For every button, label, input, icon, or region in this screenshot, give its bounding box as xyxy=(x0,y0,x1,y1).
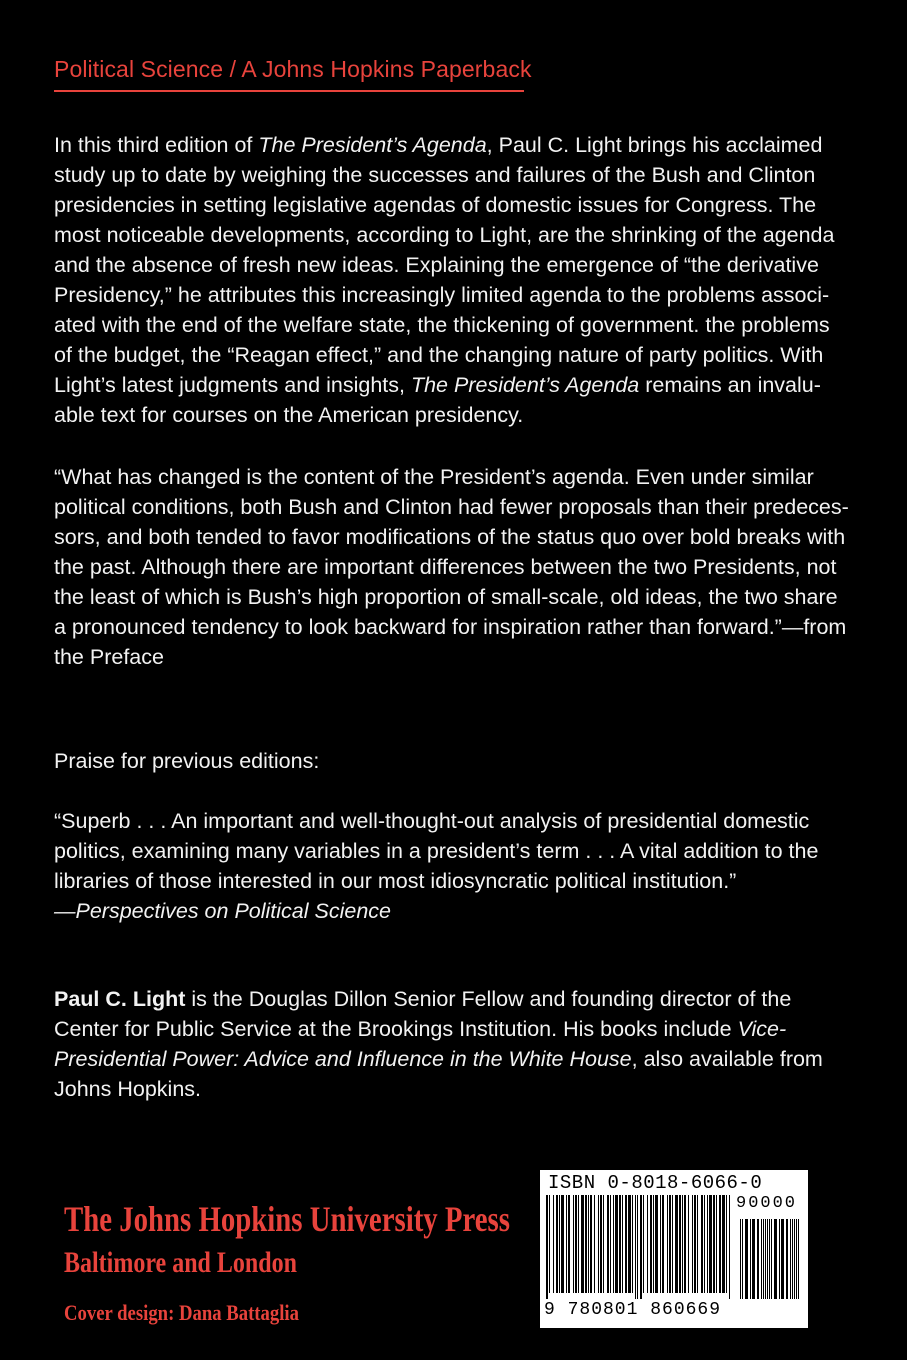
series-label: Political Science / A Johns Hopkins Paperback xyxy=(54,56,532,82)
quote-line: a pronounced tendency to look backward for inspiration rather than forward.”—from xyxy=(54,615,847,639)
quote-line: the Preface xyxy=(54,645,164,669)
price-addon: 90000 xyxy=(736,1194,798,1213)
series-underline xyxy=(54,90,524,92)
description-line: study up to date by weighing the successes and failures of the Bush and Clinton xyxy=(54,163,816,187)
bio-line: Johns Hopkins. xyxy=(54,1077,201,1101)
description-line: In this third edition of The President’s Agenda, Paul C. Light brings his acclaimed xyxy=(54,133,823,157)
isbn-barcode xyxy=(540,1170,808,1328)
praise-line: politics, examining many variables in a president’s term . . . A vital addition to the xyxy=(54,839,819,863)
praise-line: “Superb . . . An important and well-thought-out analysis of presidential domestic xyxy=(54,809,810,833)
description-line: most noticeable developments, according to Light, are the shrinking of the agenda xyxy=(54,223,835,247)
book-title: The President’s Agenda xyxy=(410,373,640,397)
ean-number: 9 780801 860669 xyxy=(544,1300,722,1320)
praise-heading: Praise for previous editions: xyxy=(54,749,320,773)
publisher-cities: Baltimore and London xyxy=(64,1246,297,1279)
book-title: The President’s Agenda xyxy=(258,133,487,157)
description-line: of the budget, the “Reagan effect,” and the changing nature of party politics. With xyxy=(54,343,824,367)
description-line: ated with the end of the welfare state, the thickening of government. the problems xyxy=(54,313,830,337)
description-line: able text for courses on the American presidency. xyxy=(54,403,524,427)
other-book-title: Presidential Power: Advice and Influence in the White House xyxy=(54,1047,632,1071)
quote-line: the least of which is Bush’s high proportion of small-scale, old ideas, the two share xyxy=(54,585,838,609)
praise-source: —Perspectives on Political Science xyxy=(54,899,391,923)
author-name: Paul C. Light xyxy=(54,987,186,1011)
bio-line: Presidential Power: Advice and Influence in the White House, also available from xyxy=(54,1047,823,1071)
description-paragraph xyxy=(54,130,854,430)
quote-line: sors, and both tended to favor modifications of the status quo over bold breaks with xyxy=(54,525,846,549)
quote-line: the past. Although there are important differences between the two Presidents, not xyxy=(54,555,837,579)
praise-line: libraries of those interested in our most idiosyncratic political institution.” xyxy=(54,869,737,893)
description-line: Light’s latest judgments and insights, The President’s Agenda remains an invalu- xyxy=(54,373,821,397)
preface-quote xyxy=(54,462,854,672)
publisher-name: The Johns Hopkins University Press xyxy=(64,1199,510,1239)
author-bio xyxy=(54,984,854,1104)
bio-line: Paul C. Light is the Douglas Dillon Senior Fellow and founding director of the xyxy=(54,987,792,1011)
quote-line: political conditions, both Bush and Clinton had fewer proposals than their predeces- xyxy=(54,495,849,519)
description-line: and the absence of fresh new ideas. Explaining the emergence of “the derivative xyxy=(54,253,819,277)
cover-design-credit: Cover design: Dana Battaglia xyxy=(64,1300,299,1325)
barcode-bars xyxy=(546,1195,802,1299)
description-line: presidencies in setting legislative agendas of domestic issues for Congress. The xyxy=(54,193,817,217)
bio-line: Center for Public Service at the Brookings Institution. His books include Vice- xyxy=(54,1017,787,1041)
praise-quote xyxy=(54,806,854,926)
quote-line: “What has changed is the content of the President’s agenda. Even under similar xyxy=(54,465,814,489)
description-line: Presidency,” he attributes this increasingly limited agenda to the problems associ- xyxy=(54,283,830,307)
isbn-label: ISBN 0-8018-6066-0 xyxy=(548,1172,763,1194)
